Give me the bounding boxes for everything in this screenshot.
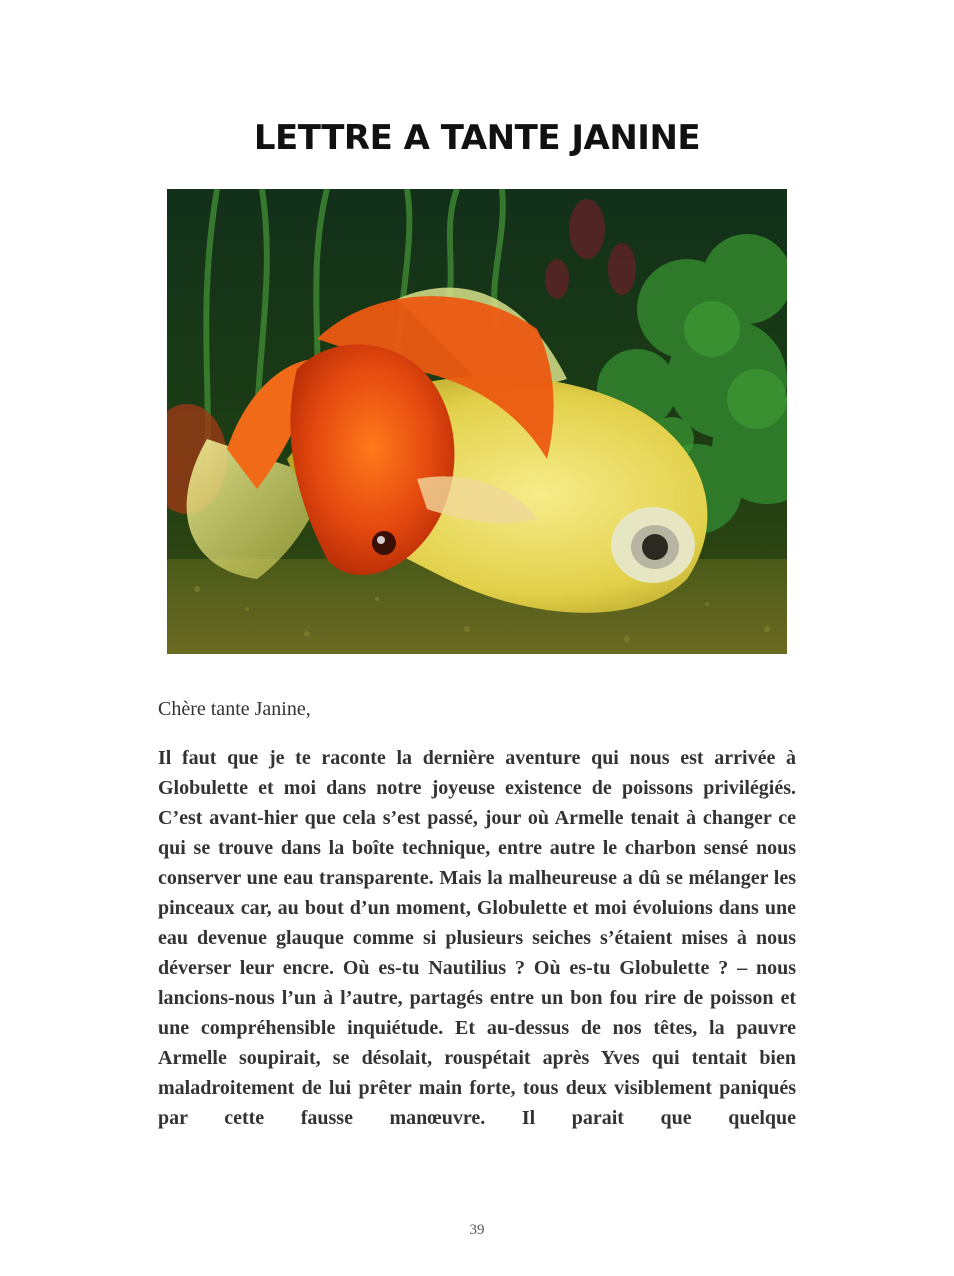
salutation: Chère tante Janine,: [158, 698, 311, 720]
page-number: 39: [469, 1222, 485, 1238]
goldfish-photo: [167, 189, 787, 654]
letter-body: Il faut que je te raconte la dernière aventure qui nous est arrivée à Globulette et moi dans notre joyeuse existence de poissons privilégiés. C’est avant-hier que cela s’est passé, jour où Armelle tenait à changer ce qui se trouve dans la boîte technique, entre autre le charbon sensé nous conserver une eau transparente. Mais la malheureuse a dû se mélanger les pinceaux car, au bout d’un moment, Globulette et moi évoluions dans une eau devenue glauque comme si plusieurs seiches s’étaient mises à nous déverser leur encre. Où es-tu Nautilius ? Où es-tu Globulette ? – nous lancions-nous l’un à l’autre, partagés entre un bon fou rire de poisson et une compréhensible inquiétude. Et au-dessus de nos têtes, la pauvre Armelle soupirait, se désolait, rouspétait après Yves qui tentait bien maladroitement de lui prêter main forte, tous deux visiblement paniqués par cette fausse manœuvre. Il parait que quelque: [158, 747, 796, 1129]
page-title: LETTRE A TANTE JANINE: [253, 118, 701, 158]
